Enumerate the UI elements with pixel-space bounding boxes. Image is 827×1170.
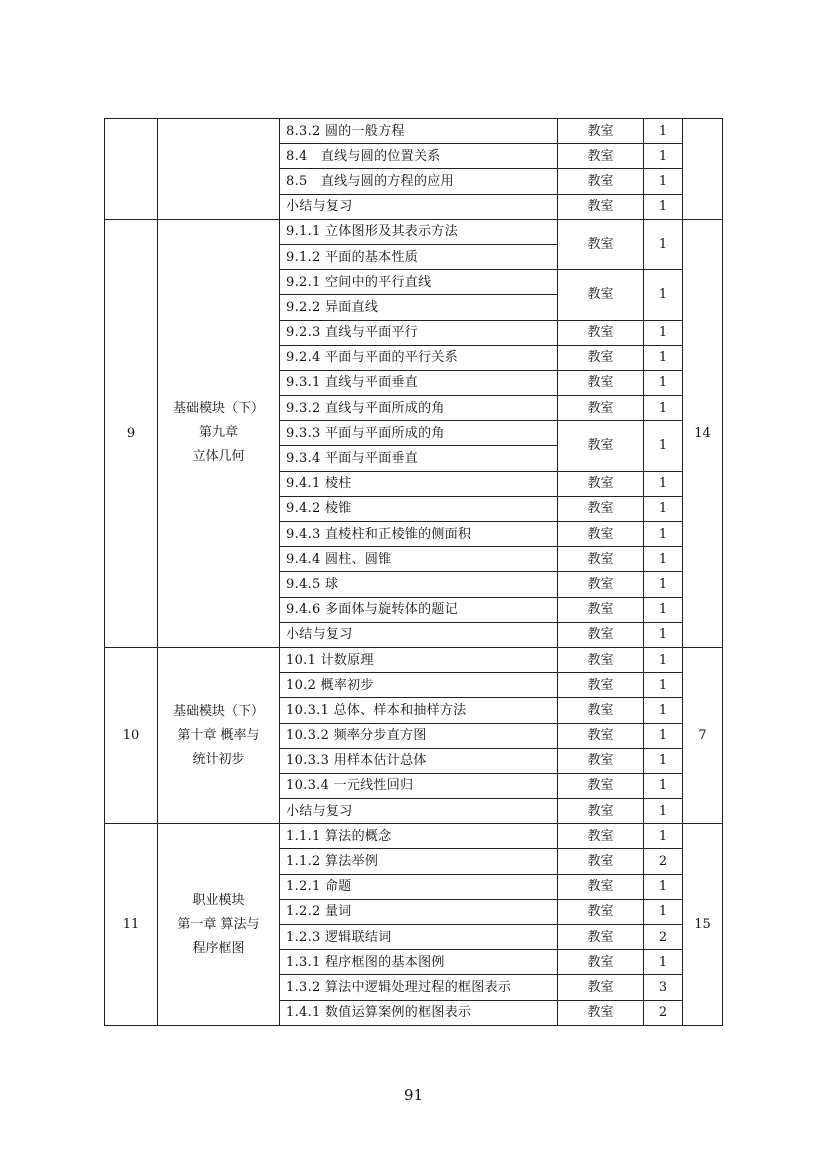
topic-cell: 8.5 直线与圆的方程的应用: [280, 169, 558, 194]
chapter-line: 第九章: [198, 425, 238, 441]
hours-cell: 1: [644, 824, 683, 849]
hours-cell: 1: [644, 899, 683, 924]
venue-cell: 教室: [558, 925, 644, 950]
topic-cell: 9.2.1 空间中的平行直线: [280, 270, 558, 295]
hours-cell: 2: [644, 849, 683, 874]
venue-cell: 教室: [558, 723, 644, 748]
topic-cell: 10.3.4 一元线性回归: [280, 773, 558, 798]
venue-cell: 教室: [558, 219, 644, 269]
hours-cell: 1: [644, 622, 683, 647]
topic-cell: 小结与复习: [280, 622, 558, 647]
venue-cell: 教室: [558, 471, 644, 496]
topic-cell: 小结与复习: [280, 799, 558, 824]
venue-cell: 教室: [558, 597, 644, 622]
topic-cell: 9.3.1 直线与平面垂直: [280, 370, 558, 395]
table-row: [105, 647, 723, 672]
hours-cell: 1: [644, 773, 683, 798]
table-row: [105, 219, 723, 244]
total-hours-cell: [683, 119, 723, 220]
hours-cell: 1: [644, 597, 683, 622]
hours-cell: 1: [644, 572, 683, 597]
venue-cell: 教室: [558, 421, 644, 471]
module-index-cell: 11: [105, 824, 158, 1026]
hours-cell: 1: [644, 874, 683, 899]
topic-cell: 9.2.4 平面与平面的平行关系: [280, 345, 558, 370]
hours-cell: 1: [644, 396, 683, 421]
total-hours-cell: 7: [683, 647, 723, 823]
topic-cell: 9.1.2 平面的基本性质: [280, 244, 558, 269]
topic-cell: 1.2.2 量词: [280, 899, 558, 924]
hours-cell: 1: [644, 345, 683, 370]
table-row: [105, 824, 723, 849]
topic-cell: 8.3.2 圆的一般方程: [280, 119, 558, 144]
topic-cell: 8.4 直线与圆的位置关系: [280, 144, 558, 169]
venue-cell: 教室: [558, 370, 644, 395]
hours-cell: 1: [644, 169, 683, 194]
topic-cell: 1.1.2 算法举例: [280, 849, 558, 874]
topic-cell: 9.4.4 圆柱、圆锥: [280, 547, 558, 572]
venue-cell: 教室: [558, 698, 644, 723]
topic-cell: 1.3.1 程序框图的基本图例: [280, 950, 558, 975]
chapter-line: 第十章 概率与: [177, 727, 260, 743]
venue-cell: 教室: [558, 899, 644, 924]
topic-cell: 1.2.3 逻辑联结词: [280, 925, 558, 950]
venue-cell: 教室: [558, 345, 644, 370]
topic-cell: 9.4.5 球: [280, 572, 558, 597]
hours-cell: 3: [644, 975, 683, 1000]
venue-cell: 教室: [558, 673, 644, 698]
total-hours-cell: 15: [683, 824, 723, 1026]
hours-cell: 1: [644, 799, 683, 824]
venue-cell: 教室: [558, 975, 644, 1000]
venue-cell: 教室: [558, 824, 644, 849]
venue-cell: 教室: [558, 849, 644, 874]
hours-cell: 2: [644, 925, 683, 950]
topic-cell: 9.4.2 棱锥: [280, 496, 558, 521]
topic-cell: 10.3.2 频率分步直方图: [280, 723, 558, 748]
topic-cell: 1.1.1 算法的概念: [280, 824, 558, 849]
chapter-cell: [158, 647, 280, 823]
topic-cell: 9.3.3 平面与平面所成的角: [280, 421, 558, 446]
venue-cell: 教室: [558, 874, 644, 899]
venue-cell: 教室: [558, 622, 644, 647]
hours-cell: 1: [644, 647, 683, 672]
topic-cell: 1.3.2 算法中逻辑处理过程的框图表示: [280, 975, 558, 1000]
venue-cell: 教室: [558, 522, 644, 547]
venue-cell: 教室: [558, 194, 644, 219]
venue-cell: 教室: [558, 396, 644, 421]
chapter-cell: [158, 824, 280, 1026]
module-index-cell: 10: [105, 647, 158, 823]
chapter-line: 立体几何: [192, 449, 245, 465]
venue-cell: 教室: [558, 320, 644, 345]
venue-cell: 教室: [558, 647, 644, 672]
chapter-line: 程序框图: [192, 940, 245, 956]
topic-cell: 10.1 计数原理: [280, 647, 558, 672]
hours-cell: 1: [644, 698, 683, 723]
venue-cell: 教室: [558, 270, 644, 320]
topic-cell: 9.4.3 直棱柱和正棱锥的侧面积: [280, 522, 558, 547]
topic-cell: 小结与复习: [280, 194, 558, 219]
venue-cell: 教室: [558, 773, 644, 798]
topic-cell: 9.2.2 异面直线: [280, 295, 558, 320]
hours-cell: 1: [644, 370, 683, 395]
topic-cell: 9.3.2 直线与平面所成的角: [280, 396, 558, 421]
topic-cell: 1.4.1 数值运算案例的框图表示: [280, 1000, 558, 1025]
venue-cell: 教室: [558, 950, 644, 975]
topic-cell: 9.2.3 直线与平面平行: [280, 320, 558, 345]
module-index-cell: 9: [105, 219, 158, 647]
venue-cell: 教室: [558, 144, 644, 169]
total-hours-cell: 14: [683, 219, 723, 647]
topic-cell: 9.4.6 多面体与旋转体的题记: [280, 597, 558, 622]
hours-cell: 1: [644, 421, 683, 471]
hours-cell: 1: [644, 320, 683, 345]
chapter-line: 基础模块（下）: [172, 703, 264, 719]
hours-cell: 1: [644, 723, 683, 748]
table-row: [105, 119, 723, 144]
hours-cell: 1: [644, 547, 683, 572]
hours-cell: 1: [644, 496, 683, 521]
hours-cell: 1: [644, 522, 683, 547]
chapter-line: 基础模块（下）: [172, 401, 264, 417]
hours-cell: 2: [644, 1000, 683, 1025]
topic-cell: 10.3.3 用样本估计总体: [280, 748, 558, 773]
curriculum-table: [104, 118, 723, 1026]
venue-cell: 教室: [558, 496, 644, 521]
hours-cell: 1: [644, 748, 683, 773]
hours-cell: 1: [644, 194, 683, 219]
venue-cell: 教室: [558, 119, 644, 144]
topic-cell: 10.3.1 总体、样本和抽样方法: [280, 698, 558, 723]
topic-cell: 10.2 概率初步: [280, 673, 558, 698]
hours-cell: 1: [644, 950, 683, 975]
module-index-cell: [105, 119, 158, 220]
venue-cell: 教室: [558, 748, 644, 773]
hours-cell: 1: [644, 119, 683, 144]
chapter-line: 第一章 算法与: [177, 916, 260, 932]
chapter-line: 职业模块: [192, 892, 245, 908]
hours-cell: 1: [644, 144, 683, 169]
topic-cell: 9.1.1 立体图形及其表示方法: [280, 219, 558, 244]
hours-cell: 1: [644, 471, 683, 496]
venue-cell: 教室: [558, 572, 644, 597]
venue-cell: 教室: [558, 169, 644, 194]
chapter-cell: [158, 119, 280, 220]
venue-cell: 教室: [558, 547, 644, 572]
topic-cell: 9.4.1 棱柱: [280, 471, 558, 496]
topic-cell: 9.3.4 平面与平面垂直: [280, 446, 558, 471]
venue-cell: 教室: [558, 1000, 644, 1025]
chapter-line: 统计初步: [192, 751, 245, 767]
hours-cell: 1: [644, 673, 683, 698]
venue-cell: 教室: [558, 799, 644, 824]
hours-cell: 1: [644, 219, 683, 269]
page-number: 91: [403, 1086, 424, 1104]
topic-cell: 1.2.1 命题: [280, 874, 558, 899]
hours-cell: 1: [644, 270, 683, 320]
chapter-cell: [158, 219, 280, 647]
